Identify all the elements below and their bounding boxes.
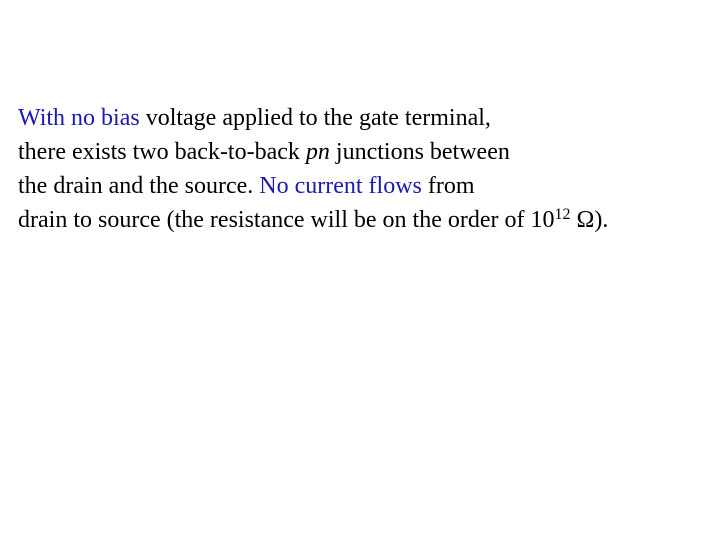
paragraph-line-1 bbox=[18, 101, 718, 135]
line-4-text-before: drain to source (the resistance will be on the order of 10 bbox=[18, 207, 555, 233]
line-3-text-before: the drain and the source. bbox=[18, 173, 260, 199]
highlight-with-no-bias: With no bias bbox=[18, 105, 140, 131]
body-paragraph bbox=[18, 101, 718, 240]
line-2-text-after: junctions between bbox=[329, 139, 510, 165]
highlight-no-current-flows: No current flows bbox=[259, 173, 422, 199]
line-4-text-after: Ω). bbox=[570, 207, 609, 233]
paragraph-line-2 bbox=[18, 135, 718, 169]
exponent: 12 bbox=[554, 206, 571, 223]
line-1-text: voltage applied to the gate terminal, bbox=[139, 105, 491, 131]
pn-italic: pn bbox=[305, 139, 330, 165]
paragraph-line-3 bbox=[18, 169, 718, 203]
line-2-text-before: there exists two back-to-back bbox=[18, 139, 306, 165]
paragraph-line-4 bbox=[18, 203, 718, 240]
line-3-text-after: from bbox=[421, 173, 475, 199]
